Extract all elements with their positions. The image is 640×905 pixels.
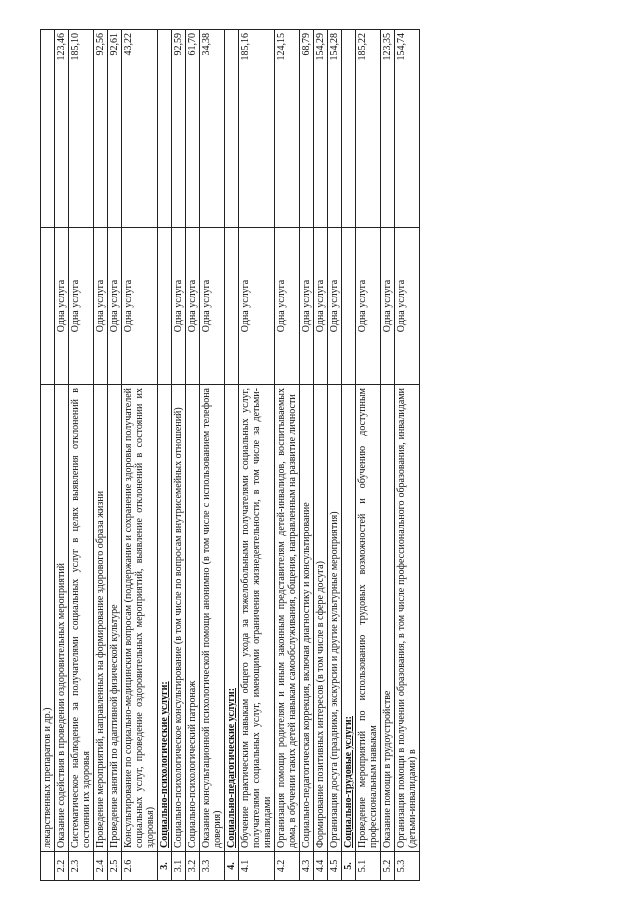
tariff-price: 185,22	[356, 30, 381, 228]
tariff-price: 123,46	[55, 30, 69, 228]
unit-of-service: Одна услуга	[356, 228, 381, 385]
service-name: Оказание содействия в проведении оздоровительных мероприятий	[55, 385, 69, 852]
unit-of-service: Одна услуга	[122, 228, 158, 385]
unit-of-service: Одна услуга	[300, 228, 314, 385]
service-name: Оказание помощи в трудоустройстве	[381, 385, 395, 852]
row-number: 3.	[158, 852, 172, 881]
row-number: 3.3	[200, 852, 225, 881]
table-row	[239, 30, 275, 881]
unit-of-service	[225, 228, 239, 385]
row-number: 5.2	[381, 852, 395, 881]
table-row	[69, 30, 94, 881]
service-name: Социально-педагогическая коррекция, включая диагностику и консультирование	[300, 385, 314, 852]
table-row	[200, 30, 225, 881]
table-row	[55, 30, 69, 881]
tariff-price	[41, 30, 55, 228]
tariff-price: 92,61	[108, 30, 122, 228]
row-number: 2.4	[94, 852, 108, 881]
table-row	[328, 30, 342, 881]
table-row	[94, 30, 108, 881]
row-number	[41, 852, 55, 881]
service-name: Проведение занятий по адаптивной физической культуре	[108, 385, 122, 852]
table-row	[122, 30, 158, 881]
table-body	[41, 30, 420, 881]
row-number: 2.5	[108, 852, 122, 881]
row-number: 3.2	[186, 852, 200, 881]
unit-of-service: Одна услуга	[186, 228, 200, 385]
unit-of-service: Одна услуга	[69, 228, 94, 385]
row-number: 5.1	[356, 852, 381, 881]
unit-of-service: Одна услуга	[108, 228, 122, 385]
service-name: Организация помощи родителям и иным законным представителям детей-инвалидов, воспитываемых дома, в обучении таких детей навыкам самообслуживания, общения, направленным на развитие личности	[275, 385, 300, 852]
service-name: Систематическое наблюдение за получателями социальных услуг в целях выявления отклонений в состоянии их здоровья	[69, 385, 94, 852]
unit-of-service: Одна услуга	[94, 228, 108, 385]
row-number: 2.3	[69, 852, 94, 881]
table-row	[172, 30, 186, 881]
tariff-price: 34,38	[200, 30, 225, 228]
unit-of-service: Одна услуга	[200, 228, 225, 385]
service-name: Формирование позитивных интересов (в том числе в сфере досуга)	[314, 385, 328, 852]
row-number: 4.	[225, 852, 239, 881]
unit-of-service	[158, 228, 172, 385]
section-header-row	[342, 30, 356, 881]
unit-of-service: Одна услуга	[328, 228, 342, 385]
table-row	[108, 30, 122, 881]
service-name: Социально-трудовые услуги:	[342, 385, 356, 852]
row-number: 4.4	[314, 852, 328, 881]
tariff-price: 154,28	[328, 30, 342, 228]
row-number: 2.2	[55, 852, 69, 881]
service-name: Организация досуга (праздники, экскурсии и другие культурные мероприятия)	[328, 385, 342, 852]
table-row	[275, 30, 300, 881]
tariff-price	[342, 30, 356, 228]
service-name: лекарственных препаратов и др.)	[41, 385, 55, 852]
tariff-price: 124,15	[275, 30, 300, 228]
unit-of-service: Одна услуга	[395, 228, 420, 385]
tariff-price: 43,22	[122, 30, 158, 228]
service-name: Консультирование по социально-медицинским вопросам (поддержание и сохранение здоровья получателей социальных услуг, проведение оздоровительных мероприятий, выявление отклонений в состоянии их здоровья)	[122, 385, 158, 852]
service-name: Оказание консультационной психологической помощи анонимно (в том числе с использованием телефона доверия)	[200, 385, 225, 852]
table-row	[186, 30, 200, 881]
service-name: Организация помощи в получении образования, в том числе профессионального образования, инвалидами (детьми-инвалидами) в	[395, 385, 420, 852]
service-name: Социально-психологический патронаж	[186, 385, 200, 852]
service-name: Проведение мероприятий по использованию трудовых возможностей и обучению доступным профессиональным навыкам	[356, 385, 381, 852]
row-number: 5.	[342, 852, 356, 881]
tariff-price: 185,16	[239, 30, 275, 228]
table-row	[314, 30, 328, 881]
table-row	[300, 30, 314, 881]
unit-of-service: Одна услуга	[239, 228, 275, 385]
row-number: 4.5	[328, 852, 342, 881]
tariff-price: 154,29	[314, 30, 328, 228]
table-row	[395, 30, 420, 881]
service-name: Социально-педагогические услуги:	[225, 385, 239, 852]
services-tariff-table	[40, 29, 420, 881]
table-row	[381, 30, 395, 881]
tariff-price	[225, 30, 239, 228]
unit-of-service: Одна услуга	[55, 228, 69, 385]
unit-of-service: Одна услуга	[314, 228, 328, 385]
service-name: Социально-психологические услуги:	[158, 385, 172, 852]
tariff-price: 185,10	[69, 30, 94, 228]
tariff-price: 92,56	[94, 30, 108, 228]
tariff-price: 68,79	[300, 30, 314, 228]
row-number: 3.1	[172, 852, 186, 881]
row-number: 4.3	[300, 852, 314, 881]
section-header-row	[225, 30, 239, 881]
row-number: 4.2	[275, 852, 300, 881]
row-number: 2.6	[122, 852, 158, 881]
unit-of-service	[41, 228, 55, 385]
row-number: 4.1	[239, 852, 275, 881]
service-name: Обучение практическим навыкам общего ухода за тяжелобольными получателями социальных услуг, получателями социальных услуг, имеющими ограничения жизнедеятельности, в том числе за детьми-инвалидами	[239, 385, 275, 852]
tariff-price	[158, 30, 172, 228]
table-row	[356, 30, 381, 881]
unit-of-service: Одна услуга	[275, 228, 300, 385]
table-row	[41, 30, 55, 881]
unit-of-service: Одна услуга	[172, 228, 186, 385]
tariff-price: 92,59	[172, 30, 186, 228]
tariff-price: 123,35	[381, 30, 395, 228]
unit-of-service	[342, 228, 356, 385]
row-number: 5.3	[395, 852, 420, 881]
tariff-price: 154,74	[395, 30, 420, 228]
section-header-row	[158, 30, 172, 881]
unit-of-service: Одна услуга	[381, 228, 395, 385]
service-name: Социально-психологическое консультирование (в том числе по вопросам внутрисемейных отношений)	[172, 385, 186, 852]
tariff-price: 61,70	[186, 30, 200, 228]
service-name: Проведение мероприятий, направленных на формирование здорового образа жизни	[94, 385, 108, 852]
